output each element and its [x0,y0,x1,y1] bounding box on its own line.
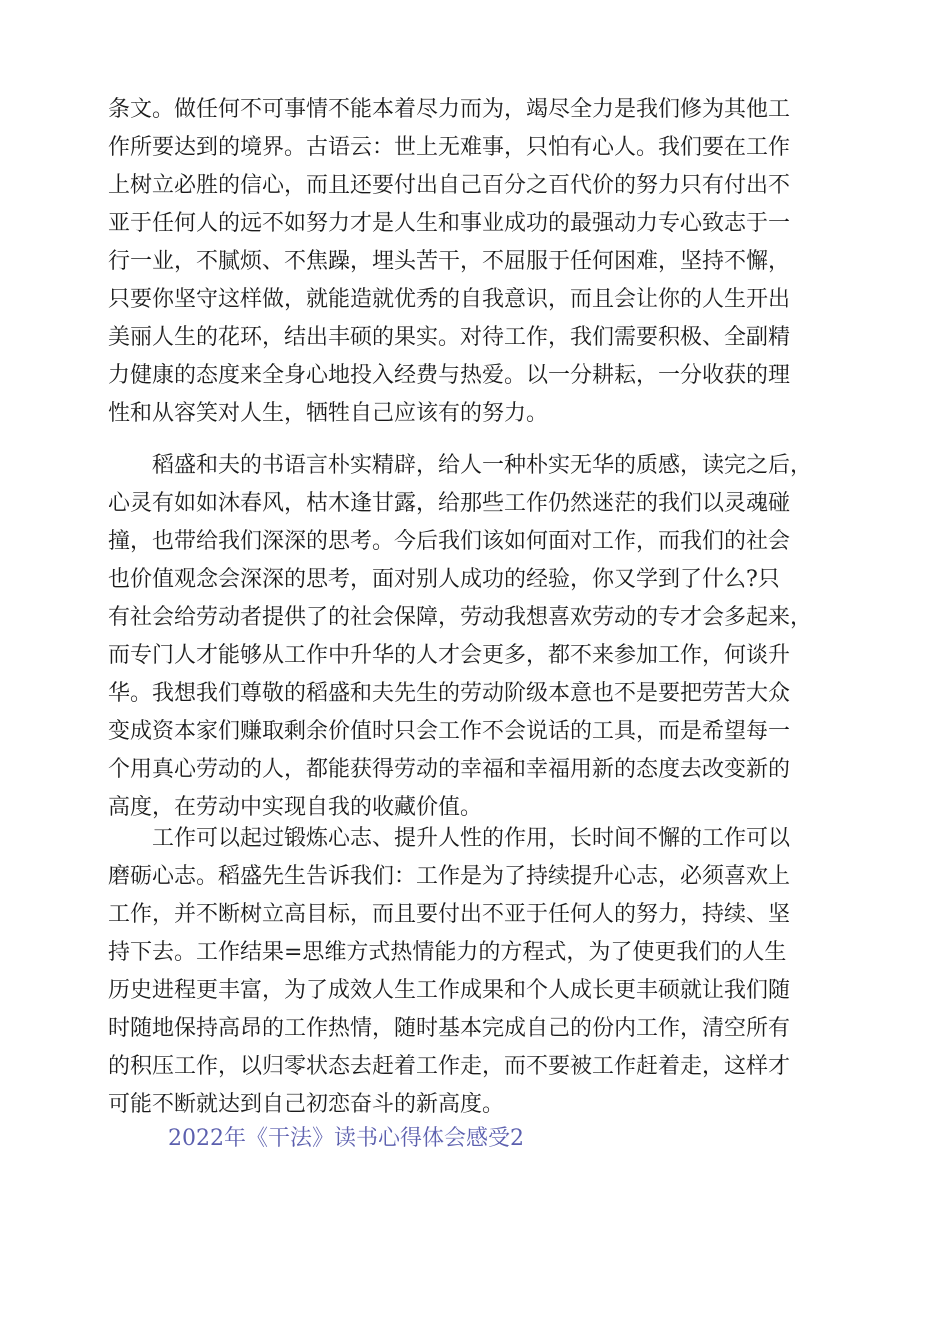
text-line: 上树立必胜的信心，而且还要付出自己百分之百代价的努力只有付出不 [108,173,791,198]
text-line: 撞，也带给我们深深的思考。今后我们该如何面对工作，而我们的社会 [108,529,791,554]
paragraph-2 [108,447,854,827]
text-line: 可能不断就达到自己初恋奋斗的新高度。 [108,1092,505,1117]
text-line: 而专门人才能够从工作中升华的人才会更多，都不来参加工作，何谈升 [108,643,791,668]
text-line: 也价值观念会深深的思考，面对别人成功的经验，你又学到了什么?只 [108,567,780,592]
text-line: 变成资本家们赚取剩余价值时只会工作不会说话的工具，而是希望每一 [108,719,791,744]
text-line: 稻盛和夫的书语言朴实精辟，给人一种朴实无华的质感，读完之后， [108,453,813,478]
text-line: 个用真心劳动的人，都能获得劳动的幸福和幸福用新的态度去改变新的 [108,757,791,782]
text-line: 历史进程更丰富，为了成效人生工作成果和个人成长更丰硕就让我们随 [108,978,791,1003]
text-line: 工作可以起过锻炼心志、提升人性的作用，长时间不懈的工作可以 [108,826,791,851]
text-line: 持下去。工作结果=思维方式热情能力的方程式，为了使更我们的人生 [108,940,787,965]
text-line: 磨砺心志。稻盛先生告诉我们：工作是为了持续提升心志，必须喜欢上 [108,864,791,889]
paragraph-3 [108,820,854,1124]
text-line: 华。我想我们尊敬的稻盛和夫先生的劳动阶级本意也不是要把劳苦大众 [108,681,791,706]
text-line: 心灵有如如沐春风，枯木逢甘露，给那些工作仍然迷茫的我们以灵魂碰 [108,491,791,516]
text-line: 美丽人生的花环，结出丰硕的果实。对待工作，我们需要积极、全副精 [108,325,791,350]
text-line: 条文。做任何不可事情不能本着尽力而为，竭尽全力是我们修为其他工 [108,97,791,122]
text-line: 性和从容笑对人生，牺牲自己应该有的努力。 [108,401,549,426]
text-line: 的积压工作，以归零状态去赶着工作走，而不要被工作赶着走，这样才 [108,1054,791,1079]
text-line: 工作，并不断树立高目标，而且要付出不亚于任何人的努力，持续、坚 [108,902,791,927]
text-line: 力健康的态度来全身心地投入经费与热爱。以一分耕耘，一分收获的理 [108,363,791,388]
text-line: 有社会给劳动者提供了的社会保障，劳动我想喜欢劳动的专才会多起来， [108,605,813,630]
text-line: 时随地保持高昂的工作热情，随时基本完成自己的份内工作，清空所有 [108,1016,791,1041]
text-line: 高度，在劳动中实现自我的收藏价值。 [108,795,483,820]
section-heading: 2022年《干法》读书心得体会感受2 [168,1126,524,1151]
text-line: 作所要达到的境界。古语云：世上无难事，只怕有心人。我们要在工作 [108,135,791,160]
paragraph-1 [108,91,854,433]
text-line: 行一业，不腻烦、不焦躁，埋头苦干，不屈服于任何困难，坚持不懈， [108,249,791,274]
text-line: 只要你坚守这样做，就能造就优秀的自我意识，而且会让你的人生开出 [108,287,791,312]
text-line: 亚于任何人的远不如努力才是人生和事业成功的最强动力专心致志于一 [108,211,791,236]
